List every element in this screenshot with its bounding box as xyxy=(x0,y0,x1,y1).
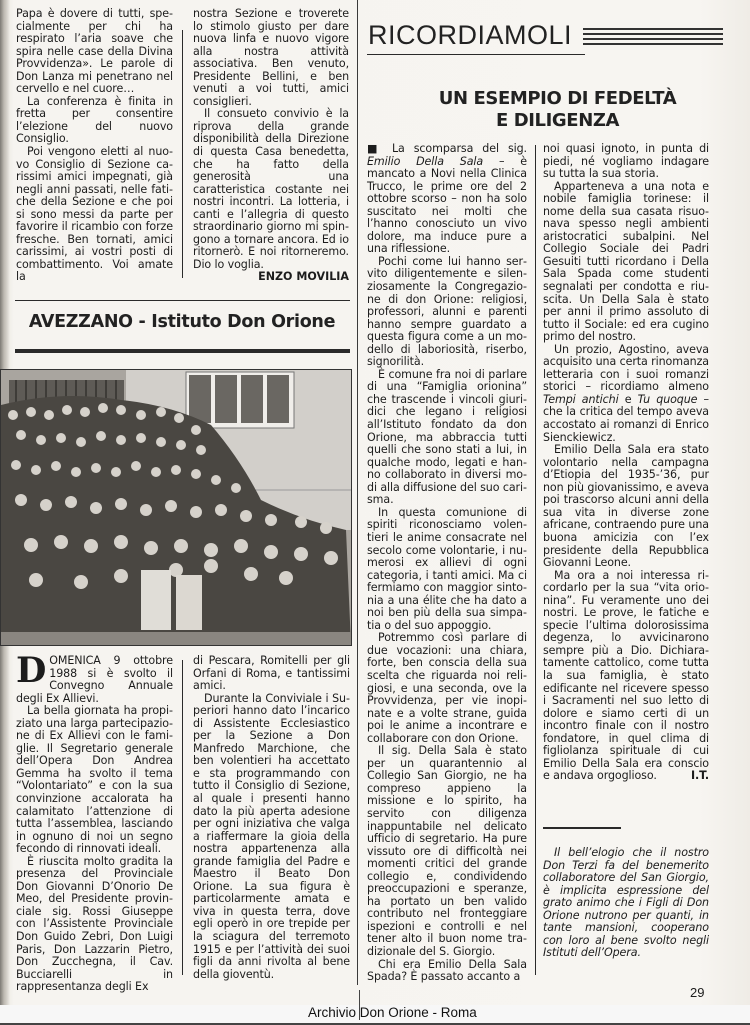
paragraph: Papa è dovere di tutti, specialmente per chi ha respirato l’aria soave che spira nelle case della Divina Provvidenza». Le parole di Don Lanza mi penetrano nel cervello e nel cuore… xyxy=(16,7,173,96)
paragraph: Il sig. Della Sala è stato per un quarantennio al Collegio San Giorgio, ne ha compreso appieno la missione e lo spirito, ha servito con diligenza inappuntabile nel delicato ufficio di segretario. Ha pure vissuto ore di difficoltà nei momenti critici del grande collegio e, condividendo preoccupazioni e speranze, ha portato un ben valido contributo nel fronteggiare ispezioni e controlli e nel tener alto il buon nome tradizionale del S. Giorgio. xyxy=(367,744,527,958)
author-initials: I.T. xyxy=(690,769,709,783)
article-headline xyxy=(375,88,740,132)
rubric-underline xyxy=(367,54,585,55)
paragraph: nostra Sezione e troverete lo stimolo giusto per dare nuova linfa e nuovo vigore alla nostra attività associativa. Ben venuto, Presidente Bellini, e ben venuti a voi tutti, amici consiglieri. xyxy=(193,7,349,108)
page-center-divider xyxy=(357,0,358,985)
section-top-rule xyxy=(15,300,350,301)
text: – che la critica del tempo aveva accostato ai romanzi di Enrico Sienckiewicz. xyxy=(543,392,709,444)
section-bottom-rule xyxy=(15,349,350,353)
text: – è mancato a Novi nella Clinica Trucco, le prime ore del 2 ottobre scorso – non ha solo suscitato nei molti che l’hanno conosciuto un vivo dolore, ma induce pure a una riflessione. xyxy=(367,154,527,256)
paragraph: Chi era Emilio Della Sala Spada? È passato accanto a xyxy=(367,957,527,984)
text: ■ La scomparsa del sig. xyxy=(367,142,527,155)
paragraph: Durante la Conviviale i Superiori hanno dato l’incarico di Assistente Ecclesiastico per la Sezione a Don Manfredo Marchione, che ben volentieri ha accettato e sta programmando con tutto il Consiglio di Sezione, al quale i presenti hanno dato la più aperta adesione per ogni iniziativa che valga a riaffermare la gioia della nostra appartenenza alla grande famiglia del Padre e Maestro il Beato Don Orione. La sua figura è particolarmente amata e viva in questa terra, dove egli operò in ore trepide per la sciagura del terremoto 1915 e per l’attività dei suoi figli da anni rivolta al bene della gioventù. xyxy=(193,691,350,981)
avezzano-article-col1 xyxy=(16,650,173,994)
paragraph xyxy=(16,650,173,705)
paragraph xyxy=(367,143,527,256)
text: e xyxy=(618,392,638,406)
text: Ma ora a noi interessa ricordarlo per la sua “vita orionina”. Fu veramente uno dei nostri. Le prove, le fatiche e specie l’ultima dolorosissima degenza, lo avvicinarono sempre più a Dio. Dichiaratamente cattolico, come tutta la sua famiglia, è stato edificante nel ricevere spesso i Sacramenti nel suo letto di dolore e siamo certi di un incontro finale con il nostro fondatore, in quel clima di figliolanza spirituale di cui Emilio Della Sala era conscio e andava orgoglioso. xyxy=(543,568,709,783)
top-left-article-col2 xyxy=(193,8,349,284)
paragraph: È riuscita molto gradita la presenza del Provinciale Don Giovanni D’Onorio De Meo, del Presidente provinciale sig. Rossi Giuseppe con l’Assistente Provinciale Don Guido Zebri, Don Luigi Paris, Don Lazzarin Pietro, Don Zucchegna, il Cav. Bucciarelli in rappresentanza degli Ex xyxy=(16,854,173,994)
paragraph: La bella giornata ha propiziato una larga partecipazione di Ex Allievi con le famiglie. Il Segretario generale dell’Opera Don Andrea Gemma ha svolto il tema “Volontariato” e con la sua convinzione accalorata ha calamitato l’attenzione di tutta l’assemblea, lasciando in ognuno di noi un segno fecondo di rinnovati ideali. xyxy=(16,704,173,856)
rubric-decorative-lines xyxy=(583,28,723,48)
obituary-col2 xyxy=(543,143,709,783)
page-number: 29 xyxy=(690,985,705,1000)
obituary-col1 xyxy=(367,143,527,984)
book-title-italic: Tu quoque xyxy=(637,392,698,406)
top-left-article-col1 xyxy=(16,8,173,284)
paragraph: Pochi come lui hanno servito diligentemente e silenziosamente la Congregazione di don Orione: religiosi, professori, alunni e parenti hanno sempre guardato a questa figura come a un modello di laboriosità, riserbo, signorilità. xyxy=(367,254,527,369)
paragraph-text: OMENICA 9 ottobre 1988 si è svolto il Convegno Annuale degli Ex Allievi. xyxy=(16,654,173,705)
paragraph: Emilio Della Sala era stato volontario nella campagna d’Etiopia del 1935-’36, pur non più giovanissimo, e aveva poi trascorso alcuni anni della sua vita in diverse zone africane, contraendo pure una buona amicizia con l’ex presidente della Repubblica Giovanni Leone. xyxy=(543,443,709,570)
paragraph: La conferenza è finita in fretta per consentire l’elezione del nuovo Consiglio. xyxy=(16,94,173,146)
section-title-avezzano: AVEZZANO - Istituto Don Orione xyxy=(28,312,336,332)
note-separator xyxy=(543,827,621,829)
headline-line-1: UN ESEMPIO DI FEDELTÀ xyxy=(438,88,677,109)
rubric-title: RICORDIAMOLI xyxy=(368,20,573,50)
paragraph: Apparteneva a una nota e nobile famiglia torinese: il nome della sua casata risuonava spesso negli ambienti aristocratici subalpini. Nel Collegio Sociale dei Padri Gesuiti tutti ricordano i Della Sala Spada come studenti segnalati per condotta e riuscita. Un Della Sala è stato per anni il primo assoluto di tutto il Sociale: ed era cugino primo del nostro. xyxy=(543,179,709,344)
author-signature: ENZO MOVILIA xyxy=(258,270,349,284)
editor-note-text: Il bell’elogio che il nostro Don Terzi fa del benemerito collaboratore del San Giorgio, è implicita espressione del grato animo che i Figli di Don Orione nutrono per quanti, in tante mansioni, cooperano con loro al bene svolto negli Istituti dell’Opera. xyxy=(543,846,709,960)
editor-note xyxy=(543,847,709,960)
archive-footer-text: Archivio Don Orione - Roma xyxy=(308,1005,477,1020)
book-title-italic: Tempi antichi xyxy=(543,392,619,406)
column-divider xyxy=(182,660,183,975)
paragraph xyxy=(543,570,709,783)
paragraph xyxy=(543,344,709,444)
group-photo xyxy=(0,369,352,646)
column-divider xyxy=(182,30,183,278)
headline-line-2: E DILIGENZA xyxy=(495,110,620,131)
paragraph: noi quasi ignoto, in punta di piedi, né vogliamo indagare su tutta la sua storia. xyxy=(543,142,709,181)
paragraph: di Pescara, Romitelli per gli Orfani di Roma, e tantissimi amici. xyxy=(193,654,350,693)
paragraph: È comune fra noi di parlare di una “Famiglia orionina” che trascende i vincoli giuridici che legano i religiosi all’Istituto fondato da don Orione, ma abbraccia tutti quelli che sono stati a lui, in qualche modo, legati e hanno collaborato in diversi modi alla diffusione del suo carisma. xyxy=(367,367,527,507)
name-italic: Emilio Della Sala xyxy=(367,154,484,168)
column-divider xyxy=(535,145,536,975)
group-photo-image xyxy=(1,370,351,645)
paragraph: Potremmo così parlare di due vocazioni: una chiara, forte, ben conscia della sua scelta che riguarda noi religiosi, e una seconda, ove la Provvidenza, per vie inopinate e a volte strane, guida poi le anime a incontrare e collaborare con don Orione. xyxy=(367,631,527,745)
paragraph: Poi vengono eletti al nuovo Consiglio di Sezione carissimi amici impegnati, già negli anni passati, nelle fatiche della Sezione e che poi si sono messi da parte per favorire il ricambio con forze fresche. Ben tornati, amici carissimi, ai vostri posti di combattimento. Voi amate la xyxy=(16,145,173,284)
drop-cap: D xyxy=(16,650,47,691)
paragraph: In questa comunione di spiriti riconosciamo volentieri le anime consacrate nel secolo come volontarie, i numerosi ex allievi di ogni categoria, i tanti amici. Ma ci fermiamo con maggior sintonia a una élite che ha dato a noi ben più della sua simpatia o del suo appoggio. xyxy=(367,505,527,632)
text: Un prozio, Agostino, aveva acquisito una certa rinomanza letteraria con i suoi romanzi storici – ricordiamo almeno xyxy=(543,342,709,394)
paragraph: Il consueto convivio è la riprova della grande disponibilità della Direzione di questa Casa benedetta, che ha fatto della generosità una caratteristica costante nei nostri incontri. La lotteria, i canti e l’allegria di questo straordinario giorno mi spingono a tornare ancora. Ed io ritornerò. E noi ritorneremo. Dio lo voglia. xyxy=(193,107,349,271)
avezzano-article-col2 xyxy=(193,655,350,981)
